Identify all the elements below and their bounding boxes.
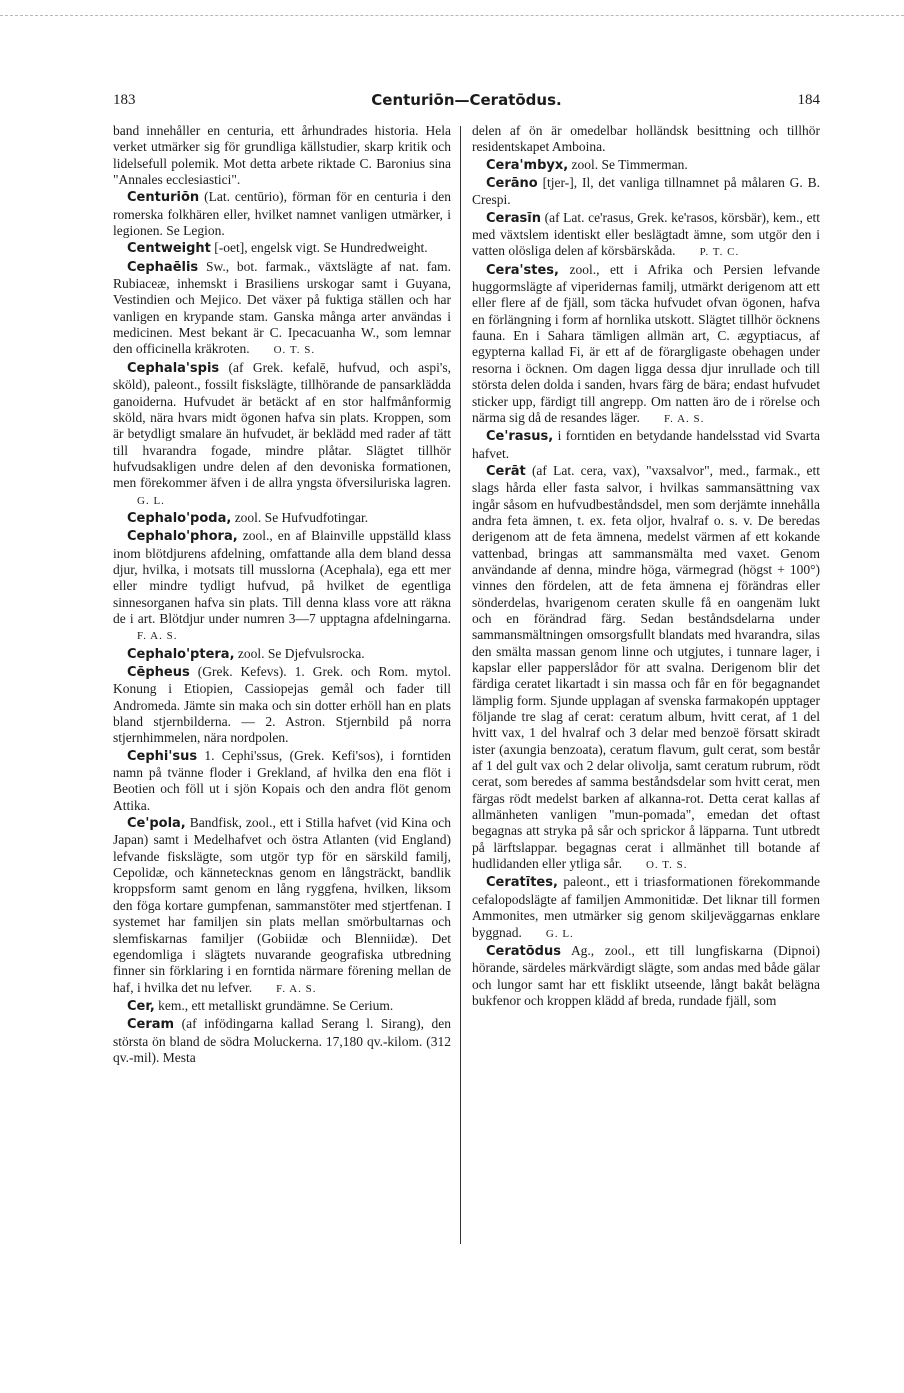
- entry-headword: Cera'stes,: [486, 262, 559, 278]
- entry-text: delen af ön är omedelbar holländsk besittning och tillhör residentskapet Amboina.: [472, 123, 820, 155]
- entry-text: Sw., bot. farmak., växtslägte af nat. fam. Rubiaceæ, inhemskt i Brasiliens urskogar samt i Guyana, Vestindien och Mejico. Det växer på fuktiga ställen och har vanligen en krypande stam. Ganska många arter användas i medicinen. Mest bekant är C. Ipecacuanha W., som lemnar den officinella kräkroten.: [113, 258, 452, 357]
- entry-text: Bandfisk, zool., ett i Stilla hafvet (vid Kina och Japan) samt i Medelhafvet och östra Atlanten (vid England) lefvande fiskslägte, som utgör typ för en särskild familj, Cepolidæ, och kännetecknas genom en långsträckt, bandlik kroppsform samt genom en lång ryggfena, hvilken, liksom den föga kortare gumpfenan, sammanstöter med stjertfenan. I systemet har familjen sin plats mellan smörbultarnas och slemfiskarnas familjer (Gobiidæ och Blenniidæ). Det egendomliga i slägtets nuvarande geografiska utbredning finner sin förklaring i en forntida närmare förening mellan de haf, i hvilka det nu lefver.: [113, 815, 452, 995]
- dictionary-entry: [472, 210, 820, 261]
- entry-headword: Cephalo'poda,: [127, 510, 232, 526]
- entry-headword: Ceratītes,: [486, 875, 558, 891]
- dictionary-entry: [113, 360, 451, 509]
- entry-headword: Centuriōn: [127, 190, 200, 206]
- entry-headword: Centweight: [127, 241, 211, 257]
- entry-continuation: [472, 123, 820, 156]
- dictionary-entry: [472, 157, 820, 174]
- page-title: Centuriōn—Ceratōdus.: [371, 91, 562, 109]
- dictionary-entry: [472, 262, 820, 427]
- dictionary-entry: [113, 646, 451, 663]
- entry-text: zool., ett i Afrika och Persien lefvande huggormslägte af viperidernas familj, utmärkt derigenom att ett eller flere af de fjäll, som täcka hufvudet ofvan ögonen, hafva en förlängning i form af hornlika utskott. Slägtet tillhör öcknens fauna. En i Sahara tämligen allmän art, C. ægyptiacus, af egypterna kallad Fi, är ett af de förargligaste obehagen under resorna i öcknen. Om dagen ligga dessa djur inrullade och till största delen dolda i sanden, hvars färg de bära; endast hufvudet sticker upp, färdigt till angrepp. Om natten äro de i rörelse och närma sig då de resandes läger.: [472, 261, 820, 425]
- entry-text: (Grek. Kefevs). 1. Grek. och Rom. mytol. Konung i Etiopien, Cassiopejas gemål och fader till Andromeda. Jämte sin maka och sin dotter erhöll han en plats bland stjernbilderna. — 2. Astron. Stjernbild på norra stjernhimmelen, nära nordpolen.: [113, 664, 452, 746]
- entry-headword: Cer,: [127, 998, 155, 1014]
- dictionary-entry: [113, 189, 451, 239]
- entry-text: (af Lat. ce'rasus, Grek. ke'rasos, körsbär), kem., ett med växtslem identiskt eller beslägtadt ämne, som utgör den i vatten olösliga delen af körsbärskåda.: [472, 209, 820, 259]
- dictionary-entry: [113, 998, 451, 1015]
- entry-headword: Cephaēlis: [127, 259, 199, 275]
- author-signature: P. T. C.: [699, 246, 740, 259]
- entry-text: (Lat. centūrio), förman för en centuria i den romerska folkhären eller, hvilket namnet vanligen utmärker, i legionen. Se Legion.: [113, 189, 451, 239]
- entry-headword: Ceratōdus: [486, 943, 561, 959]
- author-signature: F. A. S.: [137, 630, 178, 643]
- entry-headword: Ceram: [127, 1017, 175, 1033]
- entry-headword: Cerasīn: [486, 210, 541, 226]
- entry-headword: Cephalo'phora,: [127, 529, 238, 545]
- entry-headword: Cephala'spis: [127, 360, 220, 376]
- entry-text: (af Lat. cera, vax), "vaxsalvor", med., farmak., ett slags hårda eller fasta salvor, i hvilkas sammansättning vax ingår såsom en hufvudbeståndsdel, men som derjämte innehålla andra feta ämnen, t. ex. feta oljor, hvalraf o. s. v. De beredas derigenom att de feta ämnena, medelst värmen af ett kokande vattenbad, bringas att sammansmälta med vaxet. Genom användande af denna, mindre höga, värmegrad (högst + 100°) vinnes den fördelen, att de feta ämnena ej förändras eller sönderdelas, hvarigenom ceraten skulle få en oangenäm lukt och en förändrad färg. Sedan beståndsdelarna under sammansmältningen omsorgsfullt blandats med hvarandra, silas den smälta massan genom linne och utgjutes, i tunnare lager, i kapslar eller papperslådor för att svalna. Derigenom blir det färdiga ceratet likartadt i sin massa och får en för begagnandet lämplig form. Sjunde upplagan af svenska farmakopén upptager följande tre slag af cerat: ceratum album, hvitt cerat, af 1 del hvitt vax, 1 del hvalraf och 3 delar med benzoë försatt skiradt ister (axungia benzoata), ceratum flavum, gult cerat, som består af 1 del gult vax och 2 delar olivolja, samt ceratum rubrum, rödt cerat, som beredes af samma beståndsdelar som hvitt cerat, men färgas rödt medelst barken af alkanna-rot. Detta cerat kallas af allmänheten vanligen "mun-pomada", emedan det oftast begagnas att stryka på sår och sprickor å läpparna. Tunt utbredt på lärftslappar. begagnas cerat i allmänhet till botande af hudlidanden eller ytliga sår.: [472, 462, 820, 872]
- dictionary-entry: [113, 815, 451, 997]
- dictionary-entry: [113, 664, 451, 747]
- dictionary-entry: [113, 259, 451, 359]
- entry-headword: Cerāt: [486, 463, 526, 479]
- dictionary-entry: [472, 874, 820, 941]
- entry-text: (af Grek. kefalē, hufvud, och aspi's, sköld), paleont., fossilt fiskslägte, tillhörande de pansarklädda ganoiderna. Hufvudet är betäckt af en stor halfmånformig sköld, nära hvars midt ögonen hafva sin plats. Kroppen, som är betydligt smalare än hufvudet, är beklädd med rader af tätt till hvarandra fogade, mindre plåtar. Slägtet tillhör hufvudsakligen undre delen af den devoniska formationen, men förekommer äfven i de allra yngsta öfversiluriska lagren.: [113, 359, 451, 491]
- entry-headword: Cerāno: [486, 176, 538, 192]
- entry-text: i forntiden en betydande handelsstad vid Svarta hafvet.: [472, 428, 820, 461]
- entry-headword: Cephi'sus: [127, 748, 198, 764]
- entry-headword: Cephalo'ptera,: [127, 646, 235, 662]
- author-signature: G. L.: [545, 927, 574, 940]
- entry-text: zool. Se Timmerman.: [571, 156, 688, 172]
- author-signature: G. L.: [137, 494, 165, 507]
- dictionary-entry: [113, 528, 451, 644]
- page-number-right: 184: [797, 92, 820, 108]
- entry-text: Ag., zool., ett till lungfiskarna (Dipnoi) hörande, särdeles märkvärdigt slägte, som andas med både gälar och lungor samt har ett fisklikt utseende, långt bakåt belägna bukfenor och kroppen klädd af breda, rundade fjäll, som: [472, 942, 820, 1008]
- dictionary-entry: [472, 943, 820, 1009]
- dictionary-entry: [472, 463, 820, 874]
- entry-text: 1. Cephi'ssus, (Grek. Kefi'sos), i forntiden namn på tvänne floder i Grekland, af hvilka den ena flöt i Beotien och föll ut i sjön Kopais och den andra flöt genom Attika.: [113, 747, 451, 813]
- entry-text: [tjer-], Il, det vanliga tillnamnet på målaren G. B. Crespi.: [472, 175, 821, 208]
- right-column: [472, 123, 820, 1010]
- page-number-left: 183: [113, 92, 136, 108]
- entry-text: zool. Se Hufvudfotingar.: [234, 509, 369, 525]
- column-divider: [460, 126, 461, 1244]
- entry-text: zool. Se Djefvulsrocka.: [237, 645, 365, 661]
- entry-text: (af infödingarna kallad Serang l. Sirang), den största ön bland de södra Moluckerna. 17,180 qv.-kilom. (312 qv.-mil). Mesta: [113, 1016, 452, 1065]
- dictionary-entry: [472, 428, 820, 462]
- author-signature: F. A. S.: [663, 412, 705, 425]
- entry-text: band innehåller en centuria, ett århundrades historia. Hela verket utmärker sig för grundliga källstudier, skarp kritik och lidelsefull polemik. Mot detta arbete riktade C. Baronius sina "Annales ecclesiastici".: [113, 123, 451, 188]
- entry-headword: Ce'pola,: [127, 816, 186, 832]
- scan-edge-line: [0, 15, 904, 16]
- running-head: [113, 92, 820, 116]
- dictionary-entry: [113, 240, 451, 257]
- entry-headword: Ce'rasus,: [486, 429, 554, 445]
- author-signature: F. A. S.: [276, 982, 317, 995]
- entry-headword: Cera'mbyx,: [486, 157, 569, 173]
- dictionary-entry: [113, 748, 451, 814]
- dictionary-entry: [113, 510, 451, 527]
- left-column: [113, 123, 451, 1067]
- author-signature: O. T. S.: [645, 859, 688, 872]
- entry-headword: Cēpheus: [127, 665, 190, 680]
- dictionary-entry: [113, 1016, 451, 1066]
- author-signature: O. T. S.: [273, 344, 316, 357]
- entry-text: paleont., ett i triasformationen förekommande cefalopodslägte af familjen Ammonitidæ. Det liknar till formen Ammonites, men utmärker sig genom skiljeväggarnas enklare byggnad.: [472, 874, 820, 940]
- dictionary-entry: [472, 175, 820, 209]
- entry-continuation: [113, 123, 451, 188]
- entry-text: [-oet], engelsk vigt. Se Hundredweight.: [214, 240, 428, 256]
- entry-text: zool., en af Blainville uppställd klass inom blötdjurens afdelning, omfattande alla dem bland dessa djur, hvilka, i motsats till musslorna (Acephala), ega ett mer eller mindre tydligt hufvud, på hvilket de egentliga sinnesorganen hafva sin plats. Till denna klass vore att räkna de i art. Blötdjur under numren 3—7 upptagna afdelningarna.: [113, 528, 451, 626]
- entry-text: kem., ett metalliskt grundämne. Se Cerium.: [158, 997, 394, 1013]
